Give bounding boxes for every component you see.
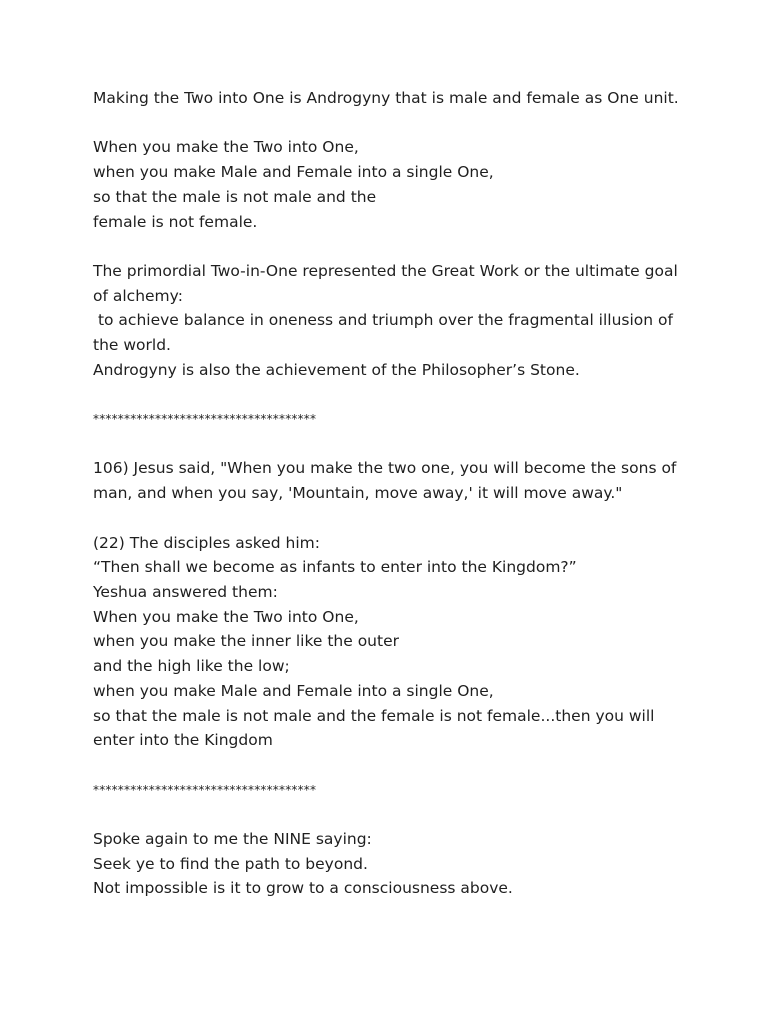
text-line: Not impossible is it to grow to a consciousness above. <box>93 879 513 898</box>
separator-asterisks: ************************************ <box>93 412 317 427</box>
text-line: Androgyny is also the achievement of the Philosopher’s Stone. <box>93 360 580 379</box>
text-line: (22) The disciples asked him: <box>93 533 320 552</box>
text-line: and the high like the low; <box>93 657 290 676</box>
text-line: Spoke again to me the NINE saying: <box>93 829 372 848</box>
text-line: when you make Male and Female into a single One, <box>93 163 494 182</box>
text-line: when you make the inner like the outer <box>93 632 399 651</box>
paragraph-the-nine <box>93 827 688 901</box>
text-line: Yeshua answered them: <box>93 582 278 601</box>
text-line: “Then shall we become as infants to enter into the Kingdom?” <box>93 558 577 577</box>
paragraph-androgyny-intro <box>93 86 688 111</box>
text-line: The primordial Two-in-One represented the Great Work or the ultimate goal of alchemy: <box>93 261 683 305</box>
text-line: when you make Male and Female into a single One, <box>93 681 494 700</box>
text-line: so that the male is not male and the <box>93 187 377 206</box>
paragraph-primordial <box>93 259 688 383</box>
paragraph-saying-106 <box>93 456 688 505</box>
text-line: female is not female. <box>93 212 258 231</box>
paragraph-saying-22 <box>93 531 688 753</box>
separator-asterisks: ************************************ <box>93 782 317 797</box>
text-line: 106) Jesus said, "When you make the two one, you will become the sons of man, and when you say, 'Mountain, move away,' it will move away." <box>93 459 682 503</box>
text-line: When you make the Two into One, <box>93 138 359 157</box>
text-line: When you make the Two into One, <box>93 607 359 626</box>
text-line: Seek ye to find the path to beyond. <box>93 854 368 873</box>
paragraph-two-into-one <box>93 135 688 234</box>
text-line: Making the Two into One is Androgyny that is male and female as One unit. <box>93 89 679 107</box>
text-line: so that the male is not male and the female is not female...then you will enter into the Kingdom <box>93 706 660 750</box>
text-line: to achieve balance in oneness and triumph over the fragmental illusion of the world. <box>93 311 678 354</box>
